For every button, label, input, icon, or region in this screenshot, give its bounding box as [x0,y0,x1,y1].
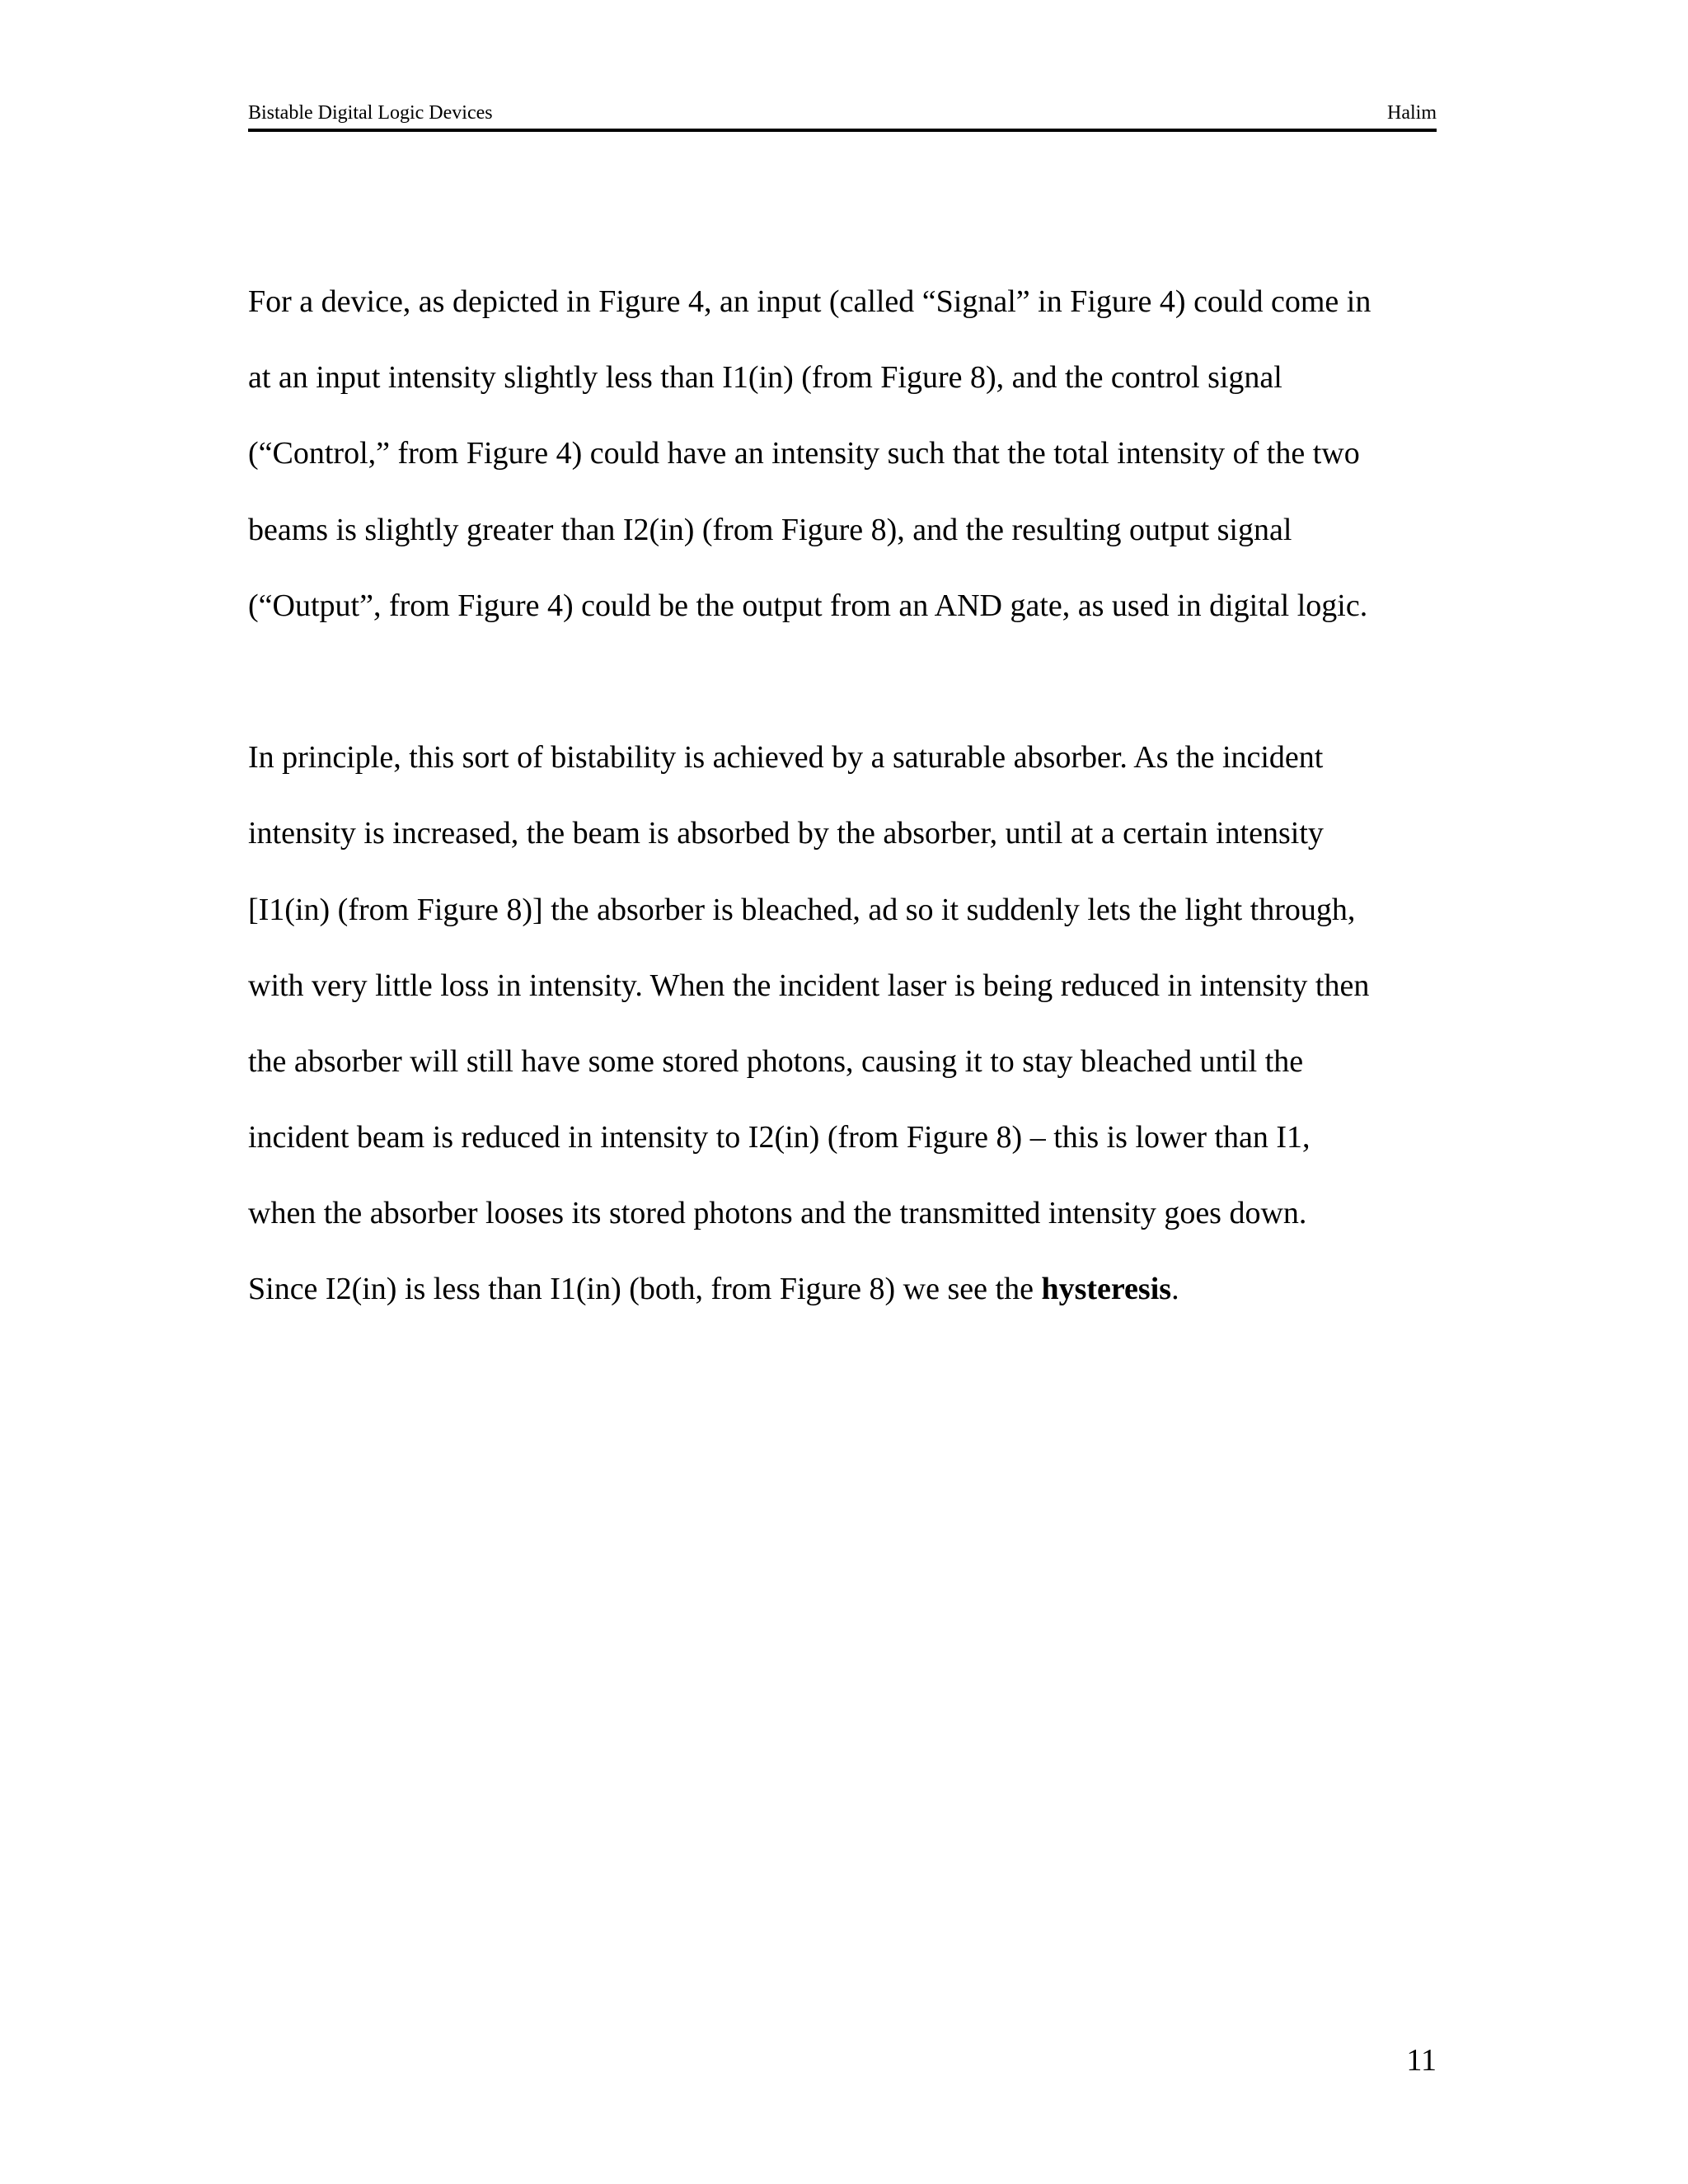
paragraph-gap [248,644,1451,719]
paragraph-2-line: when the absorber looses its stored photons and the transmitted intensity goes down. [248,1196,1307,1231]
body-text [248,264,1451,1328]
last-line-period: . [1171,1272,1179,1307]
last-line-text: Since I2(in) is less than I1(in) (both, from Figure 8) we see the [248,1272,1042,1307]
page-number: 11 [1406,2043,1437,2078]
paragraph-1-line: For a device, as depicted in Figure 4, an input (called “Signal” in Figure 4) could come in [248,284,1372,319]
paragraph-2-line: incident beam is reduced in intensity to I2(in) (from Figure 8) – this is lower than I1, [248,1120,1311,1155]
hysteresis-term: hysteresis [1041,1272,1172,1307]
paragraph-2-last-line [248,1251,1451,1327]
paragraph-1-line: (“Output”, from Figure 4) could be the output from an AND gate, as used in digital logic. [248,588,1368,623]
paragraph-2 [248,719,1451,1328]
header-title: Bistable Digital Logic Devices [248,102,493,124]
paragraph-1-line: (“Control,” from Figure 4) could have an intensity such that the total intensity of the two [248,436,1360,471]
header-author: Halim [1387,102,1437,124]
running-header [248,97,1437,132]
paragraph-1-line: beams is slightly greater than I2(in) (from Figure 8), and the resulting output signal [248,512,1292,547]
paragraph-2-line: intensity is increased, the beam is absorbed by the absorber, until at a certain intensity [248,816,1324,851]
paragraph-1 [248,264,1451,644]
paragraph-2-line: with very little loss in intensity. When the incident laser is being reduced in intensity then [248,968,1370,1003]
paragraph-2-line: In principle, this sort of bistability is achieved by a saturable absorber. As the incident [248,740,1324,776]
paragraph-2-line: [I1(in) (from Figure 8)] the absorber is bleached, ad so it suddenly lets the light through, [248,892,1356,927]
paragraph-2-line: the absorber will still have some stored photons, causing it to stay bleached until the [248,1043,1304,1079]
paragraph-1-line: at an input intensity slightly less than I1(in) (from Figure 8), and the control signal [248,360,1282,396]
